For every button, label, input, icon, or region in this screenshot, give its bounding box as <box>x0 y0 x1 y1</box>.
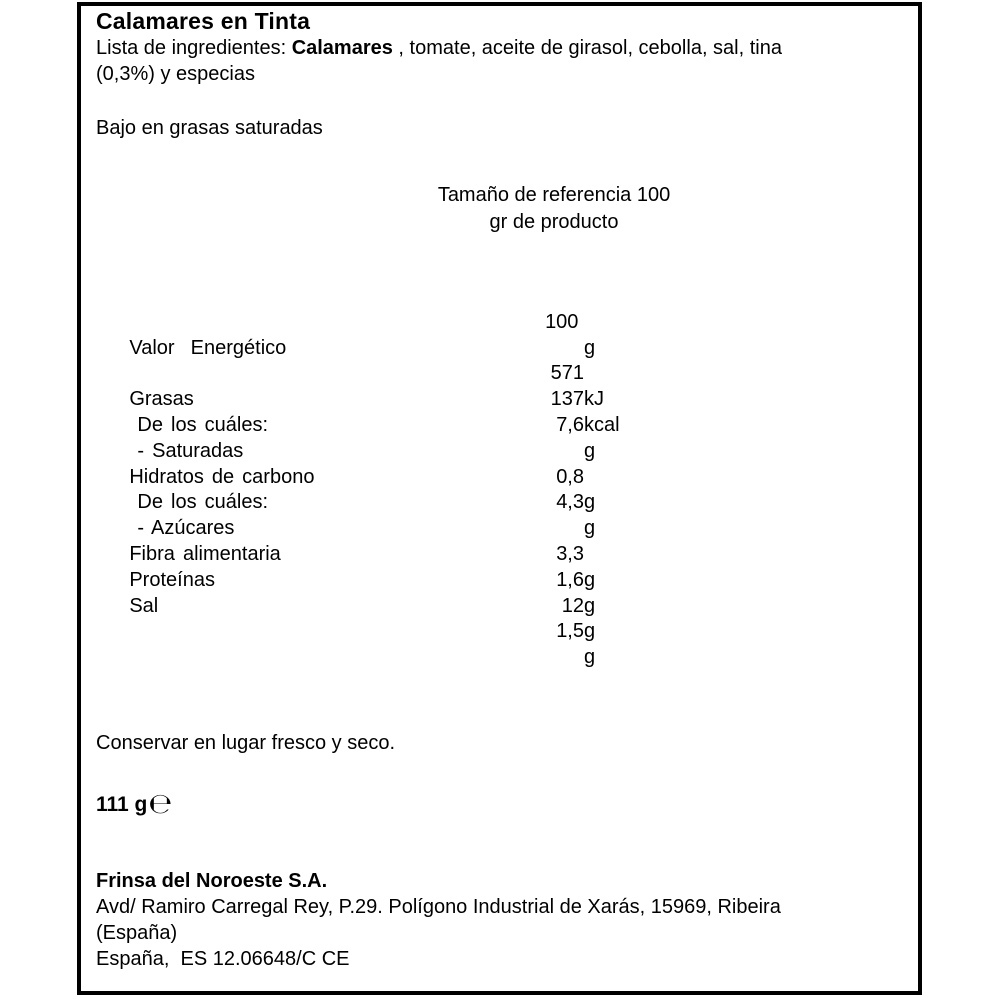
nutrition-table <box>96 284 906 669</box>
nutrient-value: 571 <box>550 362 584 385</box>
nutrient-unit: g <box>584 568 596 591</box>
nutrient-label: Hidratos de carbono <box>129 465 315 488</box>
nutrient-value: 12 <box>561 594 584 617</box>
nutrient-label: De los cuáles: <box>129 491 269 514</box>
nutrient-unit: g <box>584 620 596 643</box>
product-title: Calamares en Tinta <box>96 8 311 34</box>
serving-reference-line1: Tamaño de referencia 100 <box>437 184 671 206</box>
manufacturer-block <box>96 868 896 972</box>
nutrient-label: Grasas <box>129 388 194 411</box>
nutrition-header-amount: 100 <box>545 310 584 333</box>
nutrient-value: 1,6 <box>556 568 584 591</box>
nutrient-value: 3,3 <box>556 542 584 565</box>
manufacturer-registration: España, ES 12.06648/C CE <box>96 948 350 970</box>
nutrient-label: - Azúcares <box>129 517 235 540</box>
manufacturer-name: Frinsa del Noroeste S.A. <box>96 870 328 892</box>
nutrient-value: 7,6 <box>556 413 584 436</box>
nutrition-claim: Bajo en grasas saturadas <box>96 117 323 139</box>
nutrient-unit: kJ <box>584 388 604 411</box>
manufacturer-address-line2: (España) <box>96 922 178 944</box>
ingredients-rest: , tomate, aceite de girasol, cebolla, sal, tina <box>392 37 782 59</box>
nutrient-label: De los cuáles: <box>129 413 269 436</box>
nutrient-label: Proteínas <box>129 568 215 591</box>
ingredients-paragraph <box>96 35 896 87</box>
ingredients-prefix: Lista de ingredientes: <box>96 37 292 59</box>
nutrient-label: - Saturadas <box>129 439 244 462</box>
nutrient-label: Fibra alimentaria <box>129 542 281 565</box>
nutrient-value: 1,5 <box>556 620 584 643</box>
serving-reference <box>304 182 804 236</box>
nutrition-header-unit: g <box>584 336 596 359</box>
nutrient-label: Sal <box>129 594 159 617</box>
product-label-box <box>77 2 922 995</box>
nutrient-unit: g <box>584 594 596 617</box>
net-weight <box>96 787 172 820</box>
nutrient-unit: g <box>584 491 596 514</box>
nutrient-value: 4,3 <box>556 491 584 514</box>
nutrient-unit: g <box>584 646 596 669</box>
net-weight-value: 111 g <box>96 793 148 816</box>
nutrient-unit: g <box>584 517 596 540</box>
nutrient-unit: g <box>584 439 596 462</box>
estimated-sign: ℮ <box>148 787 173 820</box>
nutrient-label: Valor Energético <box>129 336 287 359</box>
ingredients-line2: (0,3%) y especias <box>96 63 255 85</box>
nutrient-unit: kcal <box>584 413 620 436</box>
nutrient-value: 137 <box>550 388 584 411</box>
nutrient-value: 0,8 <box>556 465 584 488</box>
serving-reference-line2: gr de producto <box>489 211 619 233</box>
manufacturer-address-line1: Avd/ Ramiro Carregal Rey, P.29. Polígono Industrial de Xarás, 15969, Ribeira <box>96 896 781 918</box>
ingredients-highlight: Calamares <box>291 37 393 59</box>
storage-instructions: Conservar en lugar fresco y seco. <box>96 732 396 754</box>
